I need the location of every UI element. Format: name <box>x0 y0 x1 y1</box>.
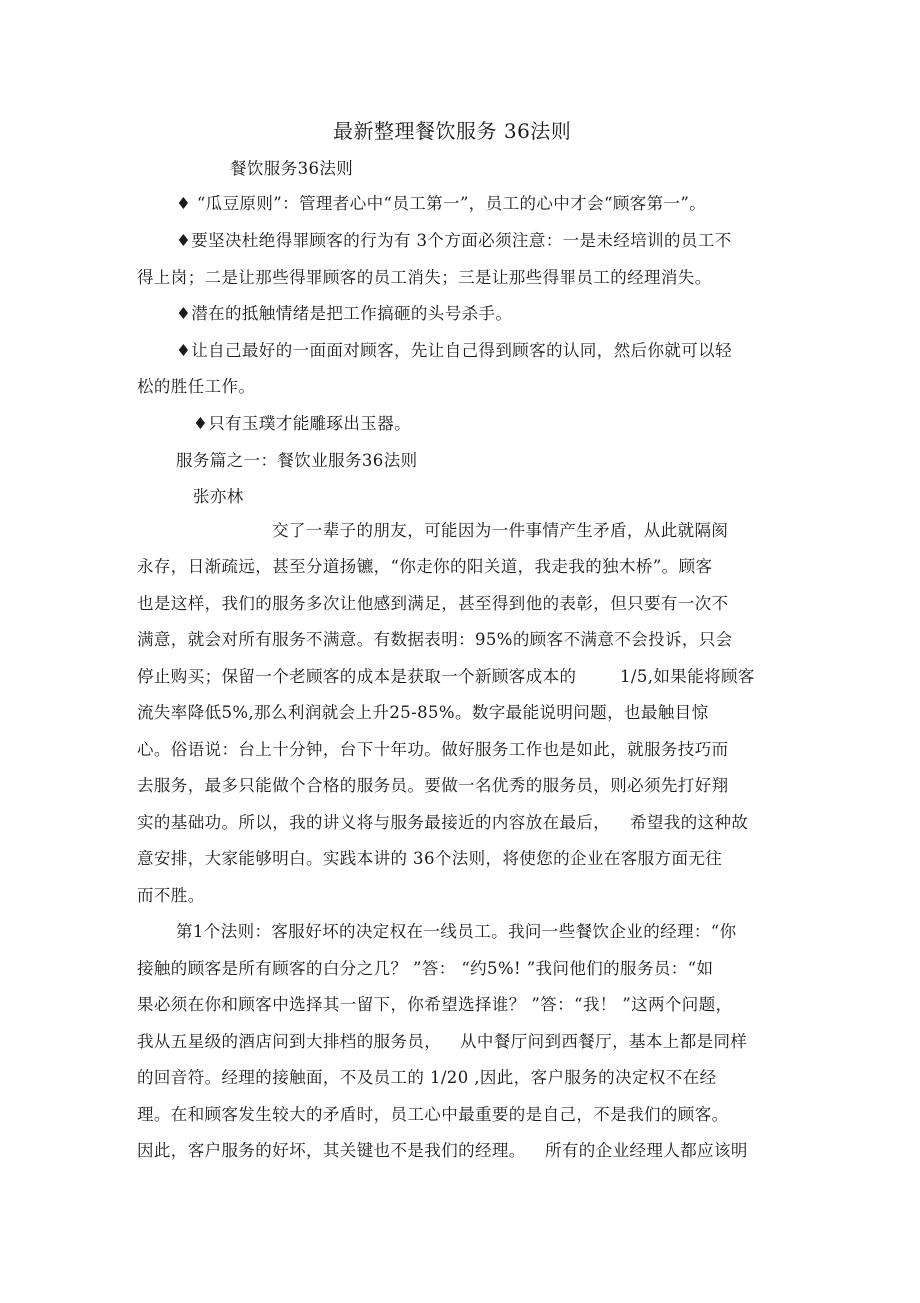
document-subtitle: 餐饮服务36法则 <box>230 159 354 178</box>
intro-paragraph-line: 也是这样，我们的服务多次让他感到满足，甚至得到他的表彰，但只要有一次不 <box>137 594 729 613</box>
intro-paragraph-line: 1/5,如果能将顾客 <box>620 667 755 686</box>
rule-paragraph-line: 理。在和顾客发生较大的矛盾时，员工心中最重要的是自己，不是我们的顾客。 <box>137 1105 729 1124</box>
rule-paragraph-line: 的回音符。经理的接触面，不及员工的 1/20 ,因此，客户服务的决定权不在经 <box>137 1068 717 1087</box>
rule-paragraph-line: 从中餐厅问到西餐厅，基本上都是同样 <box>460 1032 748 1051</box>
intro-paragraph-line: 意安排，大家能够明白。实践本讲的 36个法则，将使您的企业在客服方面无往 <box>137 849 723 868</box>
rule-paragraph-line: 我从五星级的酒店问到大排档的服务员， <box>137 1032 442 1051</box>
intro-paragraph-line: 满意，就会对所有服务不满意。有数据表明：95%的顾客不满意不会投诉，只会 <box>137 630 733 649</box>
intro-paragraph-line: 停止购买；保留一个老顾客的成本是获取一个新顾客成本的 <box>137 667 577 686</box>
author-name: 张亦林 <box>193 487 244 506</box>
intro-paragraph-line: 而不胜。 <box>137 886 205 905</box>
rule-paragraph-line: 果必须在你和顾客中选择其一留下，你希望选择谁？ ”答：“我！ ”这两个问题， <box>137 995 733 1014</box>
intro-paragraph-line: 希望我的这种故 <box>630 813 749 832</box>
intro-paragraph-line: 交了一辈子的朋友，可能因为一件事情产生矛盾，从此就隔阂 <box>272 521 729 540</box>
intro-paragraph-line: 心。俗语说：台上十分钟，台下十年功。做好服务工作也是如此，就服务技巧而 <box>137 740 729 759</box>
intro-paragraph-line: 永存，日渐疏远，甚至分道扬镳，“你走你的阳关道，我走我的独木桥”。顾客 <box>137 557 713 576</box>
section-heading: 服务篇之一：餐饮业服务36法则 <box>176 451 418 470</box>
principle-paragraph: ♦ “瓜豆原则”：管理者心中“员工第一”，员工的心中才会“顾客第一”。 <box>176 194 707 213</box>
principle-paragraph: ♦让自己最好的一面面对顾客，先让自己得到顾客的认同，然后你就可以轻 <box>176 341 732 360</box>
intro-paragraph-line: 实的基础功。所以，我的讲义将与服务最接近的内容放在最后， <box>137 813 611 832</box>
document-title: 最新整理餐饮服务 36法则 <box>333 119 572 143</box>
principle-paragraph: ♦要坚决杜绝得罪顾客的行为有 3个方面必须注意：一是未经培训的员工不 <box>176 231 732 250</box>
rule-paragraph-line: 因此，客户服务的好坏，其关键也不是我们的经理。 <box>137 1141 526 1160</box>
principle-paragraph: 得上岗；二是让那些得罪顾客的员工消失；三是让那些得罪员工的经理消失。 <box>137 268 712 287</box>
principle-paragraph: ♦只有玉璞才能雕琢出玉器。 <box>193 414 411 433</box>
rule-paragraph-line: 第1个法则：客服好坏的决定权在一线员工。我问一些餐饮企业的经理：“你 <box>176 922 737 941</box>
intro-paragraph-line: 流失率降低5%,那么利润就会上升25-85%。数字最能说明问题，也最触目惊 <box>137 703 709 722</box>
rule-paragraph-line: 接触的顾客是所有顾客的白分之几？ ”答： “约5%! ”我问他们的服务员：“如 <box>137 959 714 978</box>
rule-paragraph-line: 所有的企业经理人都应该明 <box>545 1141 748 1160</box>
intro-paragraph-line: 去服务，最多只能做个合格的服务员。要做一名优秀的服务员，则必须先打好翔 <box>137 776 729 795</box>
principle-paragraph: ♦潜在的抵触情绪是把工作搞砸的头号杀手。 <box>176 304 513 323</box>
principle-paragraph: 松的胜任工作。 <box>137 377 256 396</box>
